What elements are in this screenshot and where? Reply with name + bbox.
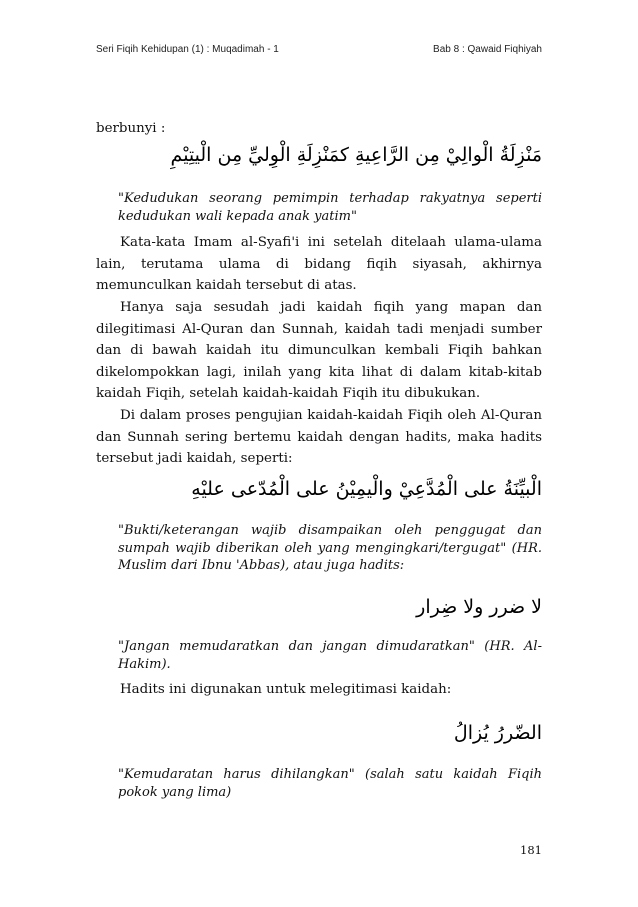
- translation-quote-2: "Bukti/keterangan wajib disampaikan oleh penggugat dan sumpah wajib diberikan oleh yang mengingkari/tergugat" (HR. Muslim dari Ibnu 'Abbas), atau juga hadits:: [118, 523, 542, 573]
- paragraph-3: Di dalam proses pengujian kaidah-kaidah Fiqih oleh Al-Quran dan Sunnah sering bertemu kaidah dengan hadits, maka hadits tersebut jadi kaidah, seperti:: [96, 408, 542, 467]
- translation-quote-4: "Kemudaratan harus dihilangkan" (salah satu kaidah Fiqih pokok yang lima): [118, 767, 542, 800]
- paragraph-4: Hadits ini digunakan untuk melegitimasi kaidah:: [120, 682, 452, 697]
- page-number: 181: [520, 843, 542, 857]
- arabic-quote-1: مَنْزِلَةُ الْوالِيْ مِن الرَّاعِيةِ كمَنْزِلَةِ الْوِليِّ مِن الْيتِيْمِ: [170, 144, 542, 166]
- arabic-quote-2: الْبيِّنَةُ على الْمُدَّعِيْ والْيمِيْنُ على الْمُدّعى عليْهِ: [191, 478, 542, 500]
- translation-quote-3: "Jangan memudaratkan dan jangan dimudaratkan" (HR. Al-Hakim).: [118, 639, 542, 672]
- paragraph-2: Hanya saja sesudah jadi kaidah fiqih yang mapan dan dilegitimasi Al-Quran dan Sunnah, kaidah tadi menjadi sumber dan di bawah kaidah itu dimunculkan kembali Fiqih bahkan dikelompokkan lagi, inilah yang kita lihat di dalam kitab-kitab kaidah Fiqih, setelah kaidah-kaidah Fiqih itu dibukukan.: [96, 300, 542, 402]
- intro-text: berbunyi :: [96, 121, 166, 136]
- arabic-quote-3: لا ضرر ولا ضِرار: [416, 596, 542, 618]
- running-header-right: Bab 8 : Qawaid Fiqhiyah: [433, 44, 542, 55]
- paragraph-1: Kata-kata Imam al-Syafi'i ini setelah ditelaah ulama-ulama lain, terutama ulama di bidang fiqih siyasah, akhirnya memunculkan kaidah tersebut di atas.: [96, 235, 542, 294]
- arabic-quote-4: الضّررُ يُزالُ: [453, 722, 542, 744]
- translation-quote-1: "Kedudukan seorang pemimpin terhadap rakyatnya seperti kedudukan wali kepada anak yatim": [118, 191, 542, 224]
- running-header-left: Seri Fiqih Kehidupan (1) : Muqadimah - 1: [96, 44, 279, 55]
